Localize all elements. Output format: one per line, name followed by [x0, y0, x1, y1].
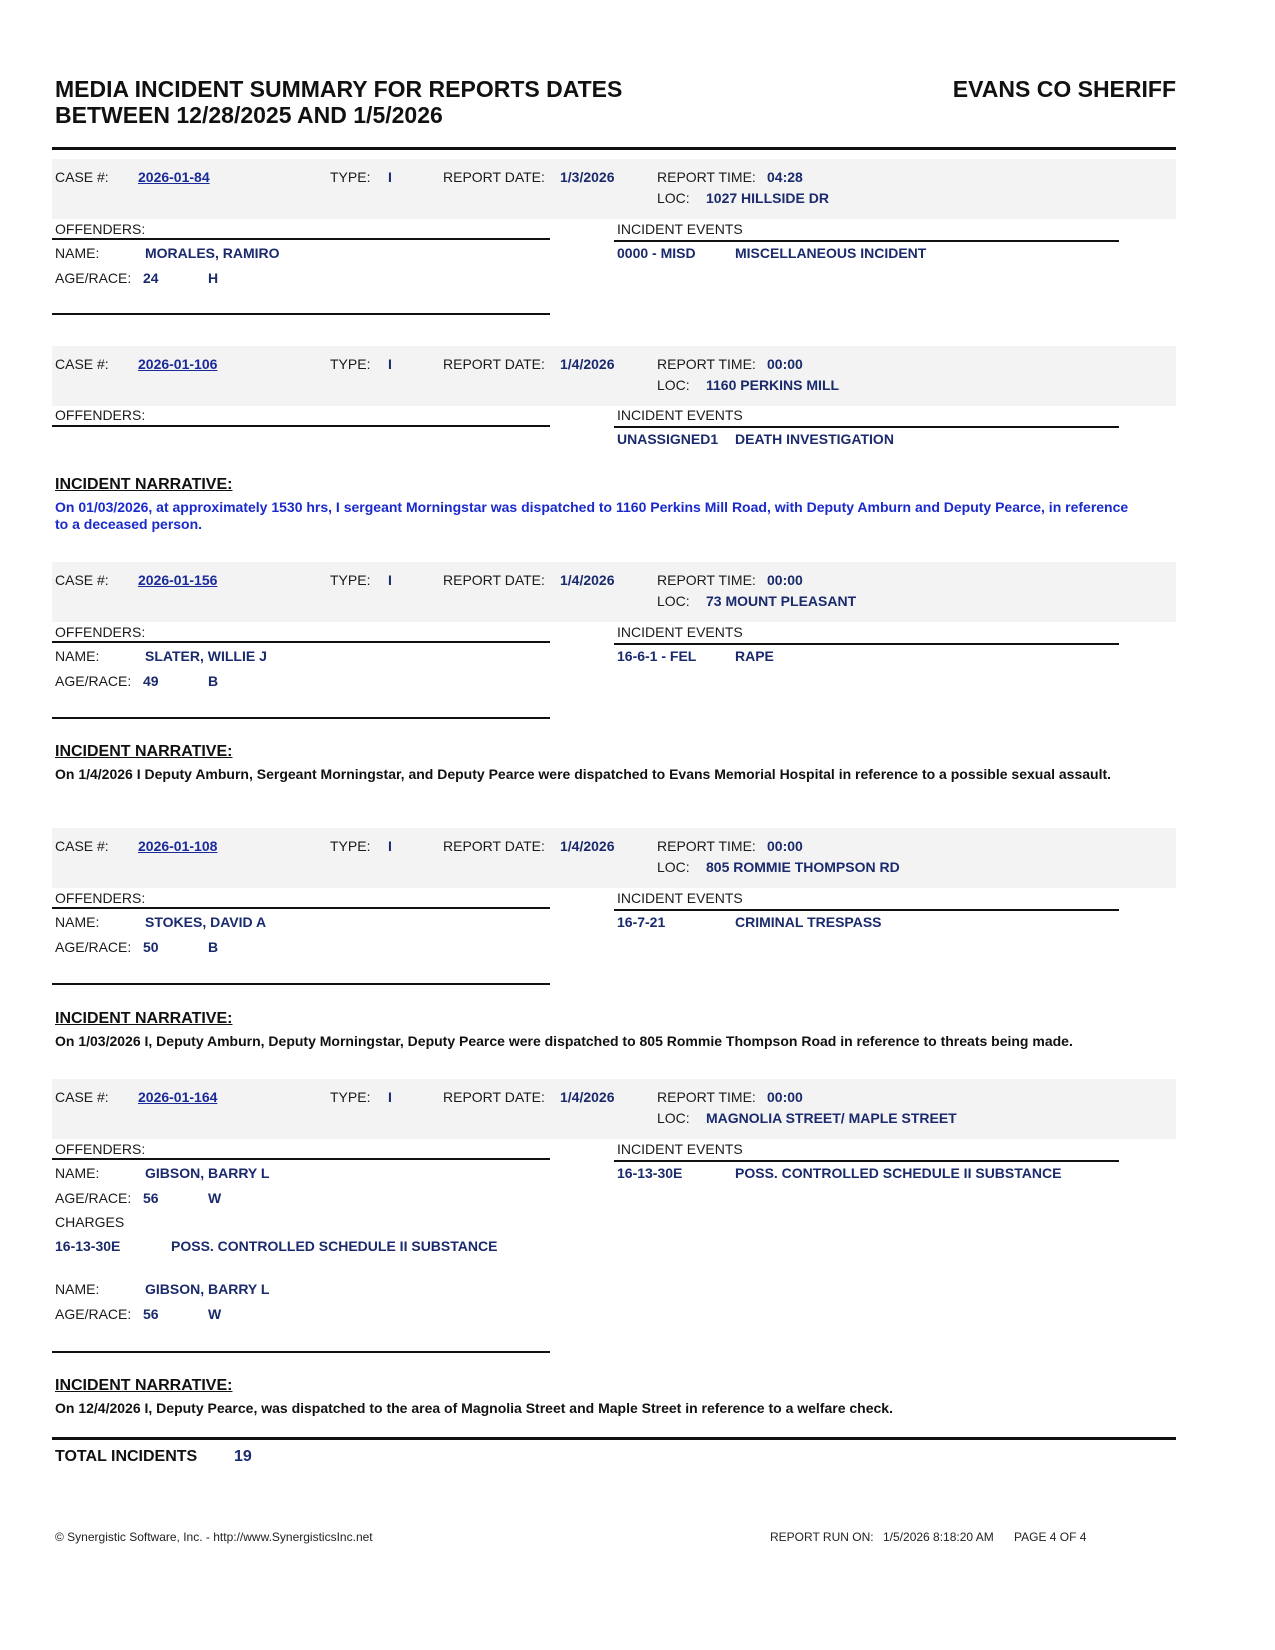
header-divider [52, 147, 1176, 150]
report-time-label: REPORT TIME: [657, 572, 756, 588]
charge-description: POSS. CONTROLLED SCHEDULE II SUBSTANCE [171, 1238, 498, 1254]
case-number-link[interactable]: 2026-01-156 [138, 572, 218, 588]
report-run-label: REPORT RUN ON: [770, 1530, 874, 1544]
report-time-label: REPORT TIME: [657, 838, 756, 854]
offender-name: MORALES, RAMIRO [145, 245, 280, 261]
narrative-text: On 12/4/2026 I, Deputy Pearce, was dispatched to the area of Magnolia Street and Maple Street in reference to a welfare check. [55, 1400, 893, 1416]
event-description: POSS. CONTROLLED SCHEDULE II SUBSTANCE [735, 1165, 1062, 1181]
events-underline [614, 240, 1119, 242]
events-underline [614, 426, 1119, 428]
incident-events-label: INCIDENT EVENTS [617, 890, 743, 906]
type-value: I [388, 838, 392, 854]
offenders-underline [52, 238, 550, 240]
narrative-heading: INCIDENT NARRATIVE: [55, 1377, 233, 1394]
case-header-band [52, 562, 1176, 622]
case-label: CASE #: [55, 169, 109, 185]
report-time-value: 00:00 [767, 356, 803, 372]
age-race-label: AGE/RACE: [55, 1190, 132, 1206]
case-number-link[interactable]: 2026-01-108 [138, 838, 218, 854]
offender-name: GIBSON, BARRY L [145, 1165, 270, 1181]
age-race-label: AGE/RACE: [55, 673, 132, 689]
total-incidents-label: TOTAL INCIDENTS [55, 1448, 198, 1465]
offenders-label: OFFENDERS: [55, 890, 146, 906]
type-label: TYPE: [330, 1089, 371, 1105]
offenders-underline [52, 907, 550, 909]
name-label: NAME: [55, 245, 100, 261]
report-date-label: REPORT DATE: [443, 1089, 545, 1105]
event-description: RAPE [735, 648, 774, 664]
type-label: TYPE: [330, 356, 371, 372]
narrative-heading: INCIDENT NARRATIVE: [55, 743, 233, 760]
type-label: TYPE: [330, 838, 371, 854]
offenders-label: OFFENDERS: [55, 1141, 146, 1157]
charges-label: CHARGES [55, 1214, 125, 1230]
loc-value: MAGNOLIA STREET/ MAPLE STREET [706, 1110, 957, 1126]
age-race-label: AGE/RACE: [55, 939, 132, 955]
case-header-band [52, 828, 1176, 888]
events-underline [614, 909, 1119, 911]
narrative-text: On 01/03/2026, at approximately 1530 hrs, I sergeant Morningstar was dispatched to 1160 Perkins Mill Road, with Deputy Amburn and Deputy Pearce, in reference to a deceased person. [55, 499, 1129, 532]
age-race-label: AGE/RACE: [55, 270, 132, 286]
name-label: NAME: [55, 648, 100, 664]
case-number-link[interactable]: 2026-01-106 [138, 356, 218, 372]
event-code: UNASSIGNED1 [617, 431, 719, 447]
incident-events-label: INCIDENT EVENTS [617, 407, 743, 423]
report-run-value: 1/5/2026 8:18:20 AM [883, 1530, 994, 1544]
incident-events-label: INCIDENT EVENTS [617, 221, 743, 237]
offender-age: 49 [143, 673, 159, 689]
type-label: TYPE: [330, 169, 371, 185]
offenders-underline [52, 425, 550, 427]
offender-age: 50 [143, 939, 159, 955]
offenders-end-line [52, 717, 550, 719]
events-underline [614, 1160, 1119, 1162]
event-code: 16-13-30E [617, 1165, 683, 1181]
offenders-label: OFFENDERS: [55, 407, 146, 423]
event-description: MISCELLANEOUS INCIDENT [735, 245, 927, 261]
loc-value: 1027 HILLSIDE DR [706, 190, 829, 206]
case-number-link[interactable]: 2026-01-164 [138, 1089, 218, 1105]
event-code: 0000 - MISD [617, 245, 696, 261]
report-date-label: REPORT DATE: [443, 838, 545, 854]
offender-race: B [208, 939, 219, 955]
totals-divider [52, 1437, 1176, 1440]
offenders-end-line [52, 313, 550, 315]
report-date-value: 1/4/2026 [560, 838, 615, 854]
case-label: CASE #: [55, 1089, 109, 1105]
total-incidents-value: 19 [234, 1448, 252, 1465]
report-date-label: REPORT DATE: [443, 169, 545, 185]
case-header-band [52, 159, 1176, 219]
case-label: CASE #: [55, 356, 109, 372]
incident-events-label: INCIDENT EVENTS [617, 624, 743, 640]
type-value: I [388, 1089, 392, 1105]
footer-copyright: © Synergistic Software, Inc. - http://www.SynergisticsInc.net [55, 1530, 373, 1544]
page-number: PAGE 4 OF 4 [1014, 1530, 1087, 1544]
event-description: CRIMINAL TRESPASS [735, 914, 882, 930]
report-date-label: REPORT DATE: [443, 356, 545, 372]
loc-label: LOC: [657, 593, 690, 609]
offender-race: H [208, 270, 219, 286]
name-label: NAME: [55, 1281, 100, 1297]
type-value: I [388, 356, 392, 372]
title-line-1: MEDIA INCIDENT SUMMARY FOR REPORTS DATES [55, 76, 623, 102]
narrative-text: On 1/4/2026 I Deputy Amburn, Sergeant Morningstar, and Deputy Pearce were dispatched to Evans Memorial Hospital in reference to a possible sexual assault. [55, 766, 1112, 782]
loc-label: LOC: [657, 190, 690, 206]
case-label: CASE #: [55, 838, 109, 854]
charge-code: 16-13-30E [55, 1238, 121, 1254]
case-label: CASE #: [55, 572, 109, 588]
report-time-label: REPORT TIME: [657, 1089, 756, 1105]
loc-value: 1160 PERKINS MILL [706, 377, 840, 393]
report-time-value: 00:00 [767, 572, 803, 588]
report-date-value: 1/4/2026 [560, 356, 615, 372]
offender-name: STOKES, DAVID A [145, 914, 267, 930]
loc-value: 73 MOUNT PLEASANT [706, 593, 857, 609]
loc-label: LOC: [657, 1110, 690, 1126]
report-time-label: REPORT TIME: [657, 356, 756, 372]
event-code: 16-6-1 - FEL [617, 648, 697, 664]
narrative-heading: INCIDENT NARRATIVE: [55, 1010, 233, 1027]
type-value: I [388, 169, 392, 185]
case-header-band [52, 1079, 1176, 1139]
incident-events-label: INCIDENT EVENTS [617, 1141, 743, 1157]
loc-label: LOC: [657, 377, 690, 393]
offenders-underline [52, 1158, 550, 1160]
report-date-value: 1/4/2026 [560, 572, 615, 588]
events-underline [614, 643, 1119, 645]
case-header-band [52, 346, 1176, 406]
report-time-label: REPORT TIME: [657, 169, 756, 185]
offenders-label: OFFENDERS: [55, 221, 146, 237]
offender-age: 24 [143, 270, 159, 286]
age-race-label: AGE/RACE: [55, 1306, 132, 1322]
loc-label: LOC: [657, 859, 690, 875]
report-date-label: REPORT DATE: [443, 572, 545, 588]
narrative-text: On 1/03/2026 I, Deputy Amburn, Deputy Morningstar, Deputy Pearce were dispatched to 805 Rommie Thompson Road in reference to threats being made. [55, 1033, 1073, 1049]
report-time-value: 00:00 [767, 1089, 803, 1105]
offender-age: 56 [143, 1190, 159, 1206]
report-time-value: 00:00 [767, 838, 803, 854]
name-label: NAME: [55, 1165, 100, 1181]
offender-race: W [208, 1190, 222, 1206]
offenders-end-line [52, 983, 550, 985]
offenders-label: OFFENDERS: [55, 624, 146, 640]
offender-name: SLATER, WILLIE J [145, 648, 267, 664]
type-value: I [388, 572, 392, 588]
offender-age: 56 [143, 1306, 159, 1322]
agency-name: EVANS CO SHERIFF [952, 76, 1176, 102]
offenders-end-line [52, 1351, 550, 1353]
title-line-2: BETWEEN 12/28/2025 AND 1/5/2026 [55, 102, 443, 128]
offender-race: W [208, 1306, 222, 1322]
offender-race: B [208, 673, 219, 689]
report-date-value: 1/4/2026 [560, 1089, 615, 1105]
name-label: NAME: [55, 914, 100, 930]
page-title [55, 76, 622, 128]
offenders-underline [52, 641, 550, 643]
case-number-link[interactable]: 2026-01-84 [138, 169, 210, 185]
narrative-heading: INCIDENT NARRATIVE: [55, 476, 233, 493]
offender-name: GIBSON, BARRY L [145, 1281, 270, 1297]
type-label: TYPE: [330, 572, 371, 588]
event-code: 16-7-21 [617, 914, 666, 930]
report-time-value: 04:28 [767, 169, 803, 185]
report-date-value: 1/3/2026 [560, 169, 615, 185]
event-description: DEATH INVESTIGATION [735, 431, 894, 447]
loc-value: 805 ROMMIE THOMPSON RD [706, 859, 900, 875]
